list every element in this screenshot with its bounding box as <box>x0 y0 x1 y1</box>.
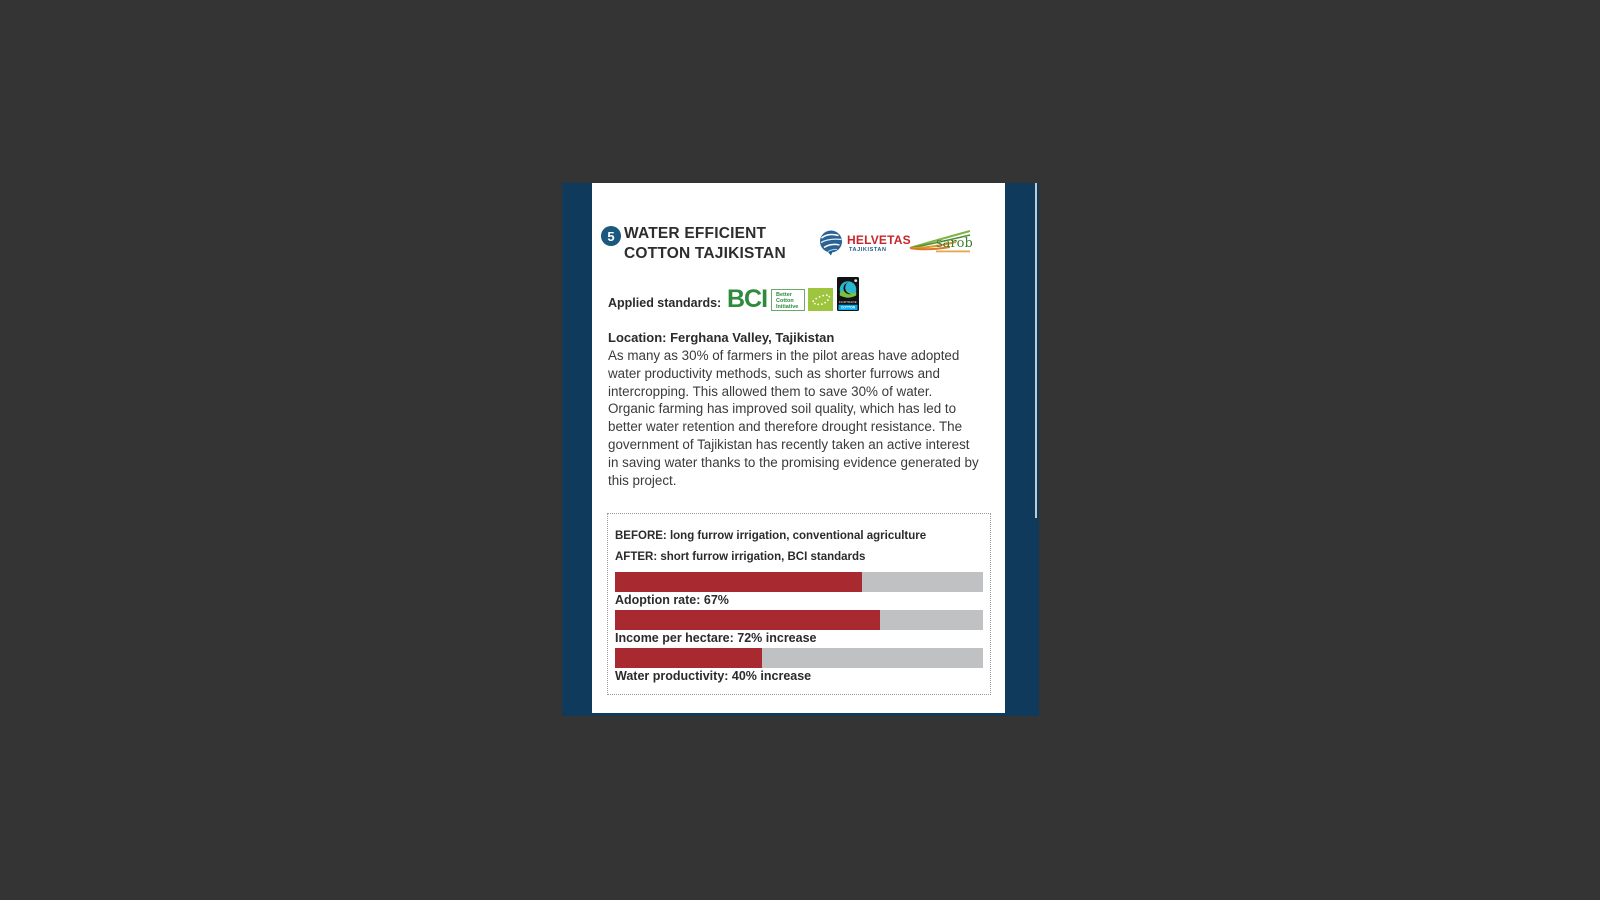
case-number-badge: 5 <box>601 226 621 246</box>
water-productivity-bar-track <box>615 648 983 668</box>
description-paragraph: As many as 30% of farmers in the pilot areas have adopted water productivity methods, such as shorter furrows and intercropping. This allowed them to save 30% of water. Organic farming has improved soil quality, which has led to better water retention and therefore drought resistance. The government of Tajikistan has recently taken an active interest in saving water thanks to the promising evidence generated by this project. <box>608 348 979 488</box>
helvetas-wordmark: HELVETAS <box>847 233 911 247</box>
bci-caption-box <box>771 289 805 311</box>
impact-results-box <box>607 513 991 695</box>
page-title-line1: WATER EFFICIENT <box>624 225 767 242</box>
sarob-logo <box>908 227 972 257</box>
bci-caption-line2: Cotton <box>776 298 794 304</box>
eu-organic-leaf-logo <box>808 288 833 316</box>
adoption-rate-bar-fill <box>615 572 862 592</box>
page-edge-highlight <box>1035 183 1037 518</box>
adoption-rate-label: Adoption rate: 67% <box>615 593 729 607</box>
fairtrade-cotton-logo <box>837 277 859 316</box>
bci-caption-line3: Initiative <box>776 304 799 310</box>
fairtrade-label: FAIRTRADE <box>839 301 857 305</box>
sarob-swoosh-icon <box>908 227 972 257</box>
income-bar-track <box>615 610 983 630</box>
globe-icon <box>818 229 845 256</box>
page-title-line2: COTTON TAJIKISTAN <box>624 244 786 262</box>
adoption-rate-bar-track <box>615 572 983 592</box>
fairtrade-product-label: COTTON <box>840 305 856 310</box>
helvetas-logo <box>818 228 911 258</box>
bci-wordmark: BCI <box>727 285 768 313</box>
bci-caption-line1: Better <box>776 292 792 298</box>
organic-leaf-icon <box>808 288 833 311</box>
income-label: Income per hectare: 72% increase <box>615 631 817 645</box>
income-bar-fill <box>615 610 880 630</box>
water-productivity-bar-fill <box>615 648 762 668</box>
before-condition-label: BEFORE: long furrow irrigation, conventional agriculture <box>615 530 927 542</box>
brochure-page <box>592 183 1005 713</box>
sarob-wordmark: sarob <box>936 236 972 251</box>
after-condition-label: AFTER: short furrow irrigation, BCI standards <box>615 551 866 563</box>
helvetas-region-label: TAJIKISTAN <box>849 247 887 253</box>
fairtrade-mark-icon <box>837 277 859 311</box>
water-productivity-label: Water productivity: 40% increase <box>615 669 812 683</box>
page-title <box>624 224 786 263</box>
location-label: Location: Ferghana Valley, Tajikistan <box>608 330 835 345</box>
applied-standards-label: Applied standards: <box>608 296 722 310</box>
